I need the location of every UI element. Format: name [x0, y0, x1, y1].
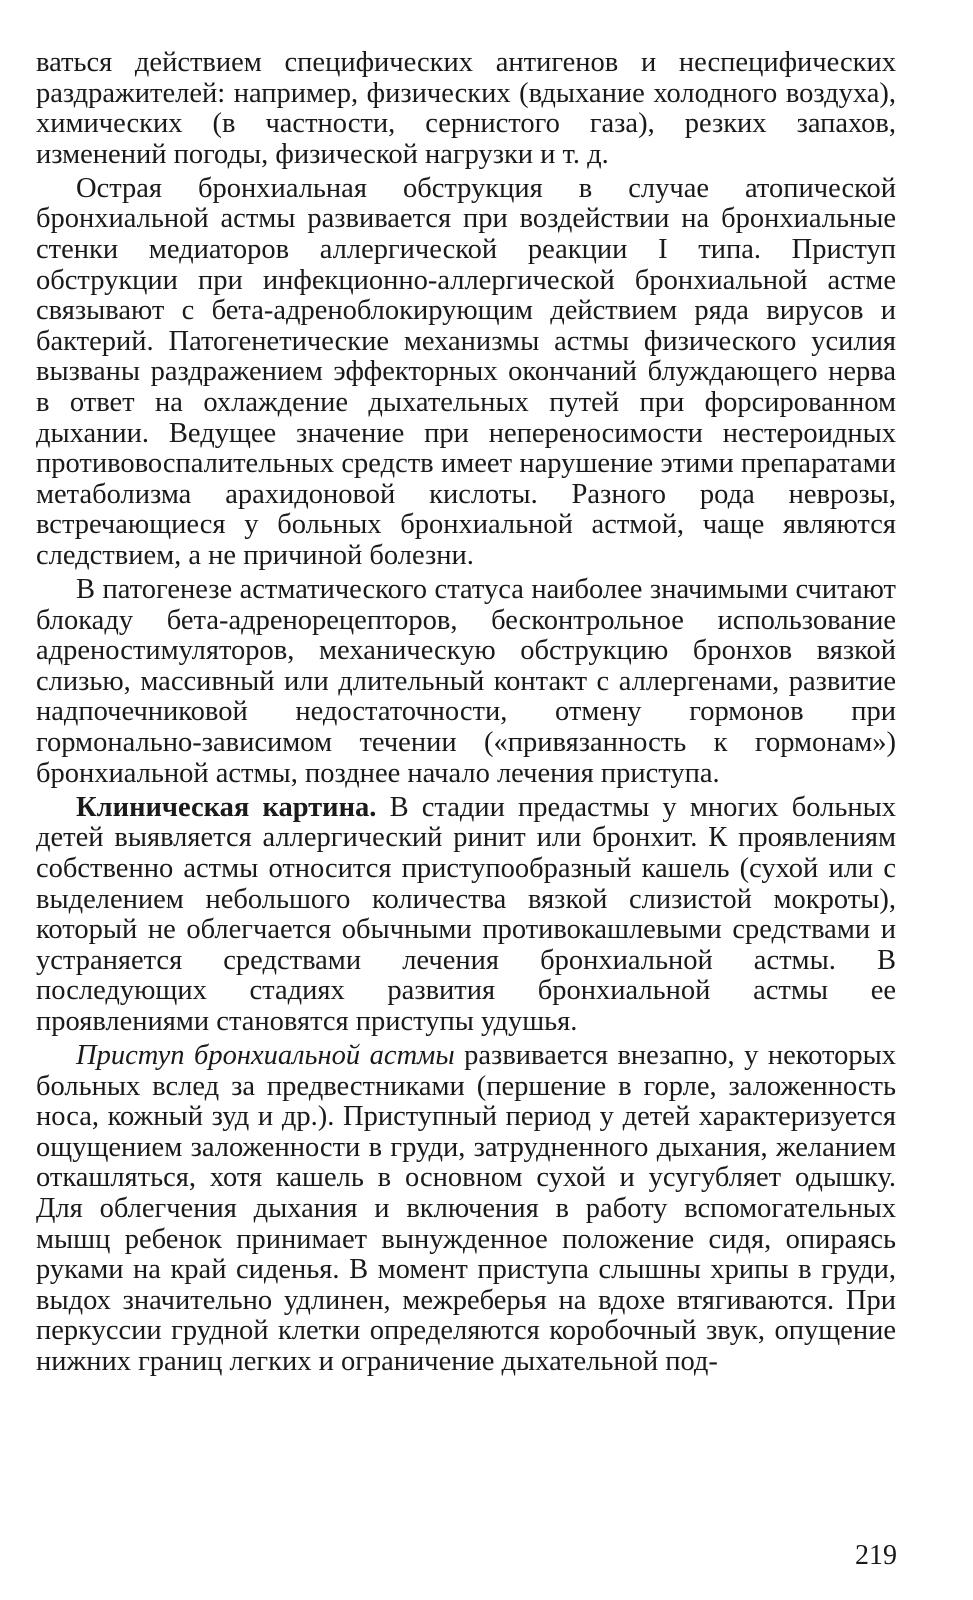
paragraph-3-text: В патогенезе астматического статуса наиболее значимыми считают блокаду бета-адренорецепторов, бесконтрольное использование адреностимуляторов, механическую обструкцию бронхов вязкой слизью, массивный или длительный контакт с аллергенами, развитие надпочечниковой недостаточности, отмену гормонов при гормонально-зависимом течении («привязанность к гормонам») бронхиальной астмы, позднее начало лечения приступа. [36, 574, 896, 789]
body-text [36, 48, 896, 1381]
paragraph-5-text: развивается внезапно, у некоторых больных вслед за предвестниками (першение в горле, заложенность носа, кожный зуд и др.). Приступный период у детей характеризуется ощущением заложенности в груди, затрудненного дыхания, желанием откашляться, хотя кашель в основном сухой и усугубляет одышку. Для облегчения дыхания и включения в работу вспомогательных мышц ребенок принимает вынужденное положение сидя, опираясь руками на край сиденья. В момент приступа слышны хрипы в груди, выдох значительно удлинен, межреберья на вдохе втягиваются. При перкуссии грудной клетки определяются коробочный звук, опущение нижних границ легких и ограничение дыхательной под- [36, 1040, 897, 1377]
paragraph-1 [36, 48, 896, 170]
section-heading-clinical-picture: Клиническая картина. [76, 791, 377, 823]
paragraph-2-text: Острая бронхиальная обструкция в случае атопической бронхиальной астмы развивается при воздействии на бронхиальные стенки медиаторов аллергической реакции I типа. Приступ обструкции при инфекционно-аллергической бронхиальной астме связывают с бета-адреноблокирующим действием ряда вирусов и бактерий. Патогенетические механизмы астмы физического усилия вызваны раздражением эффекторных окончаний блуждающего нерва в ответ на охлаждение дыхательных путей при форсированном дыхании. Ведущее значение при непереносимости нестероидных противовоспалительных средств имеет нарушение этими препаратами метаболизма арахидоновой кислоты. Разного рода неврозы, встречающиеся у больных бронхиальной астмой, чаще являются следствием, а не причиной болезни. [36, 172, 896, 571]
paragraph-4-text: В стадии предастмы у многих больных детей выявляется аллергический ринит или бронхит. К проявлениям собственно астмы относится приступообразный кашель (сухой или с выделением небольшого количества вязкой слизистой мокроты), который не облегчается обычными противокашлевыми средствами и устраняется средствами лечения бронхиальной астмы. В последующих стадиях развития бронхиальной астмы ее проявлениями становятся приступы удушья. [36, 791, 896, 1037]
paragraph-3 [36, 575, 896, 789]
paragraph-1-text: ваться действием специфических антигенов и неспецифических раздражителей: например, физических (вдыхание холодного воздуха), химических (в частности, сернистого газа), резких запахов, изменений погоды, физической нагрузки и т. д. [36, 47, 896, 170]
term-asthma-attack: Приступ бронхиальной астмы [76, 1040, 455, 1071]
paragraph-5 [36, 1041, 896, 1378]
paragraph-4 [36, 793, 896, 1038]
page-number: 219 [855, 1540, 897, 1571]
paragraph-2 [36, 174, 896, 572]
